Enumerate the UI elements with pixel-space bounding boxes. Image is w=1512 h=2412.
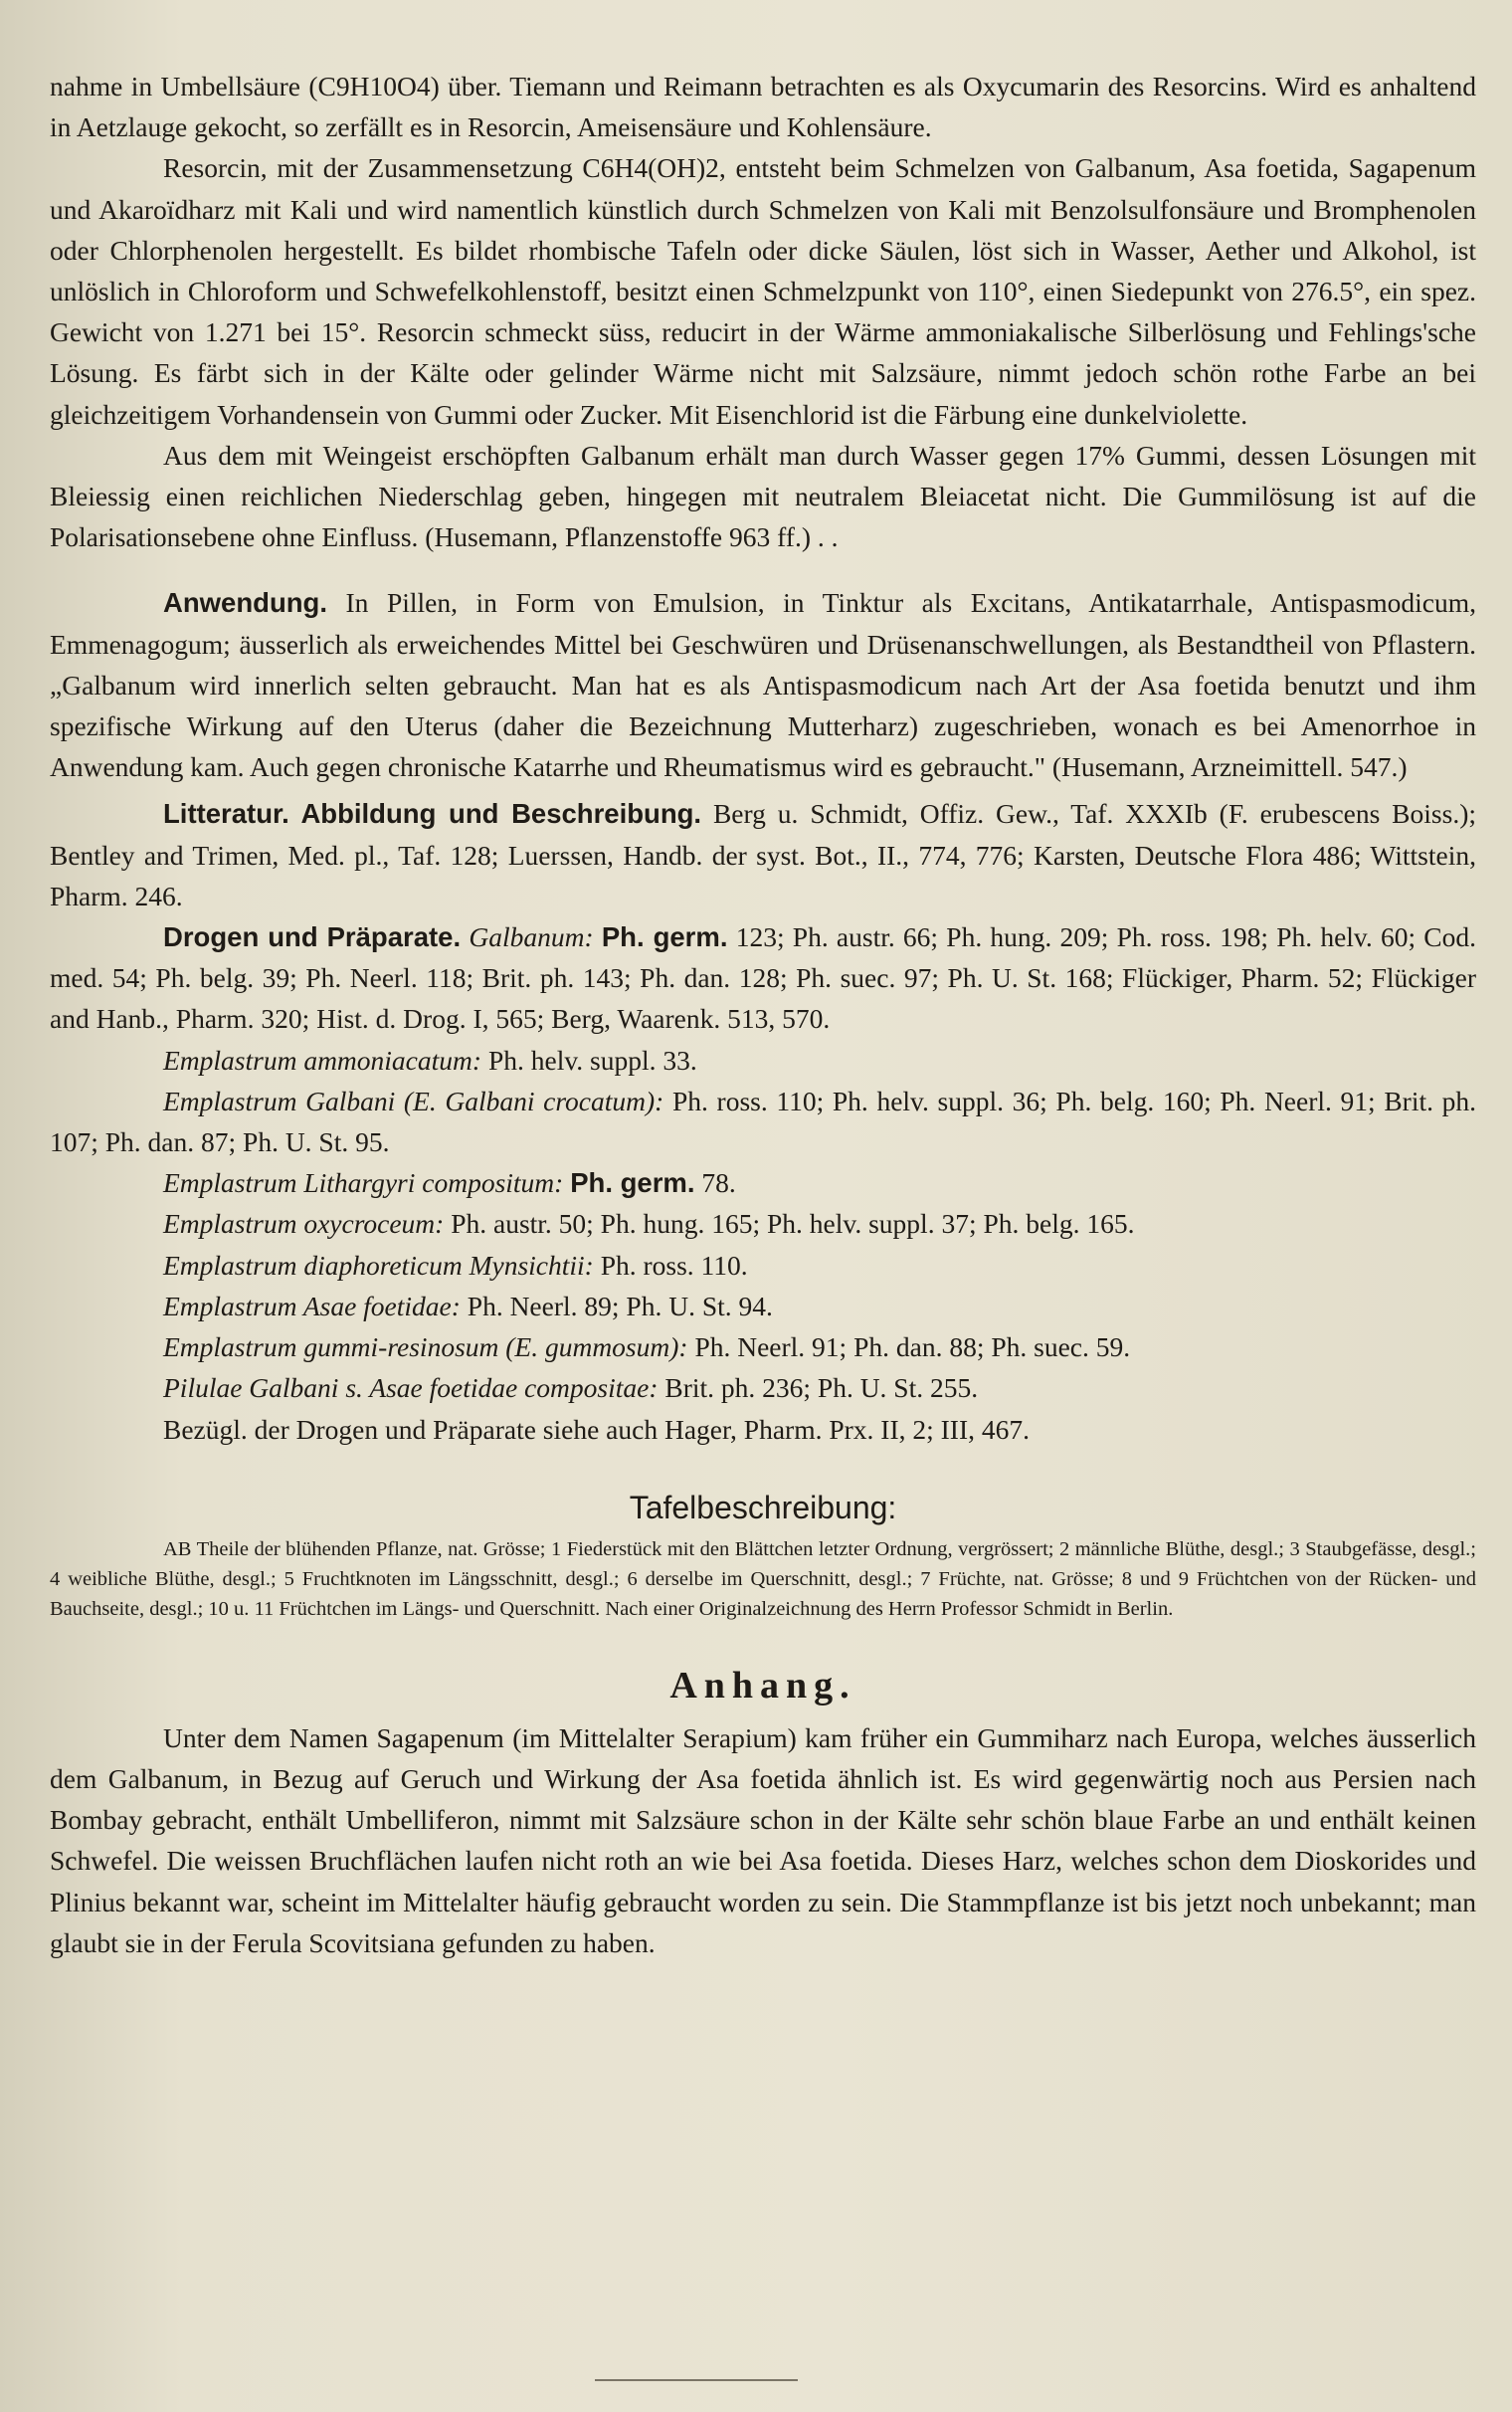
preparation-name: Emplastrum oxycroceum:: [163, 1208, 445, 1240]
litteratur-text: Berg u. Schmidt, Offiz. Gew., Taf. XXXIb (F. erubescens Boiss.); Bentley and Trimen, Med. pl., Taf. 128; Luerssen, Handb. der syst. Bot., II., 774, 776; Karsten, Deutsche Flora 486; Wittstein, Pharm. 246.: [50, 798, 1476, 911]
preparation-name: Emplastrum Lithargyri compositum:: [163, 1167, 564, 1199]
preparation-refs: 78.: [701, 1167, 736, 1199]
paragraph-umbellsaeure: nahme in Umbellsäure (C9H10O4) über. Tiemann und Reimann betrachten es als Oxycumarin des Resorcins. Wird es anhaltend in Aetzlauge gekocht, so zerfällt es in Resorcin, Ameisensäure und Kohlensäure.: [50, 71, 1476, 143]
preparation-refs: Ph. austr. 50; Ph. hung. 165; Ph. helv. suppl. 37; Ph. belg. 165.: [451, 1208, 1135, 1240]
galbanum-refs: 123; Ph. austr. 66; Ph. hung. 209; Ph. ross. 198; Ph. helv. 60; Cod. med. 54; Ph. belg. 39; Ph. Neerl. 118; Brit. ph. 143; Ph. dan. 128; Ph. suec. 97; Ph. U. St. 168; Flückiger, Pharm. 52; Flückiger and Hanb., Pharm. 320; Hist. d. Drog. I, 565; Berg, Waarenk. 513, 570.: [50, 921, 1477, 1035]
preparation-item: [50, 1326, 1476, 1367]
preparation-refs: Ph. Neerl. 89; Ph. U. St. 94.: [467, 1290, 773, 1321]
preparation-refs: Brit. ph. 236; Ph. U. St. 255.: [664, 1372, 979, 1404]
preparation-item: [50, 1286, 1476, 1326]
section-drogen: [50, 916, 1476, 1040]
bezugl-note: Bezügl. der Drogen und Präparate siehe auch Hager, Pharm. Prx. II, 2; III, 467.: [163, 1413, 1030, 1445]
anhang-heading: Anhang.: [669, 1664, 856, 1707]
preparation-item: [50, 1203, 1476, 1244]
paragraph-gummi: Aus dem mit Weingeist erschöpften Galbanum erhält man durch Wasser gegen 17% Gummi, dessen Lösungen mit Bleiessig einen reichlichen Niederschlag geben, hingegen mit neutralem Bleiacetat nicht. Die Gummilösung ist auf die Polarisationsebene ohne Einfluss. (Husemann, Pflanzenstoffe 963 ff.) . .: [50, 439, 1476, 553]
litteratur-heading: Litteratur. Abbildung und Beschreibung.: [163, 798, 702, 830]
preparation-name: Emplastrum Asae foetidae:: [163, 1290, 461, 1321]
section-anwendung: [50, 582, 1476, 787]
paragraph-resorcin: Resorcin, mit der Zusammensetzung C6H4(OH)2, entsteht beim Schmelzen von Galbanum, Asa foetida, Sagapenum und Akaroïdharz mit Kali und wird namentlich künstlich durch Schmelzen von Kali mit Benzolsulfonsäure und Bromphenolen oder Chlorphenolen hergestellt. Es bildet rhombische Tafeln oder dicke Säulen, löst sich in Wasser, Aether und Alkohol, ist unlöslich in Chloroform und Schwefelkohlenstoff, besitzt einen Schmelzpunkt von 110°, einen Siedepunkt von 276.5°, ein spez. Gewicht von 1.271 bei 15°. Resorcin schmeckt süss, reducirt in der Wärme ammoniakalische Silberlösung und Fehlings'sche Lösung. Es färbt sich in der Kälte oder gelinder Wärme nicht mit Salzsäure, nimmt jedoch schön rothe Farbe an bei gleichzeitigem Vorhandensein von Gummi oder Zucker. Mit Eisenchlorid ist die Färbung eine dunkelviolette.: [50, 152, 1476, 430]
preparations-list: [50, 1040, 1476, 1450]
tafelbeschreibung-heading: Tafelbeschreibung:: [629, 1489, 897, 1525]
preparation-name: Pilulae Galbani s. Asae foetidae compositae:: [163, 1372, 659, 1404]
preparation-name: Emplastrum Galbani (E. Galbani crocatum):: [163, 1085, 664, 1116]
preparation-item: [50, 1040, 1476, 1081]
ph-germ-label: Ph. germ.: [601, 921, 728, 953]
tafelbeschreibung-section: [50, 1534, 1476, 1624]
preparation-item: [50, 1081, 1476, 1162]
preparation-refs: Ph. ross. 110.: [600, 1249, 748, 1281]
section-litteratur: [50, 793, 1476, 916]
preparation-refs: Ph. Neerl. 91; Ph. dan. 88; Ph. suec. 59.: [694, 1331, 1131, 1363]
preparation-refs: Ph. helv. suppl. 33.: [487, 1044, 697, 1076]
preparation-item: [50, 1162, 1476, 1203]
preparation-name: Emplastrum gummi-resinosum (E. gummosum):: [163, 1331, 688, 1363]
preparation-item: [50, 1367, 1476, 1408]
preparation-name: Emplastrum diaphoreticum Mynsichtii:: [163, 1249, 594, 1281]
preparation-item: [50, 1245, 1476, 1286]
preparation-refs: Ph. ross. 110; Ph. helv. suppl. 36; Ph. belg. 160; Ph. Neerl. 91; Brit. ph. 107; Ph. dan. 87; Ph. U. St. 95.: [50, 1085, 1476, 1158]
ph-germ-label: Ph. germ.: [570, 1167, 695, 1199]
anwendung-text: In Pillen, in Form von Emulsion, in Tinktur als Excitans, Antikatarrhale, Antispasmodicum, Emmenagogum; äusserlich als erweichendes Mittel bei Geschwüren und Drüsenanschwellungen, als Bestandtheil von Pflastern. „Galbanum wird innerlich selten gebraucht. Man hat es als Antispasmodicum nach Art der Asa foetida benutzt und ihm spezifische Wirkung auf den Uterus (daher die Bezeichnung Mutterharz) zugeschrieben, wonach es bei Amenorrhoe in Anwendung kam. Auch gegen chronische Katarrhe und Rheumatismus wird es gebraucht." (Husemann, Arzneimittell. 547.): [50, 587, 1476, 783]
tafelbeschreibung-text: AB Theile der blühenden Pflanze, nat. Grösse; 1 Fiederstück mit den Blättchen letzter Ordnung, vergrössert; 2 männliche Blüthe, desgl.; 3 Staubgefässe, desgl.; 4 weibliche Blüthe, desgl.; 5 Fruchtknoten im Längsschnitt, desgl.; 6 derselbe im Querschnitt, desgl.; 7 Früchte, nat. Grösse; 8 und 9 Früchtchen von der Rücken- und Bauchseite, desgl.; 10 u. 11 Früchtchen im Längs- und Querschnitt. Nach einer Originalzeichnung des Herrn Professor Schmidt in Berlin.: [50, 1537, 1476, 1620]
drogen-heading: Drogen und Präparate.: [163, 921, 462, 953]
footer-rule: [595, 2379, 798, 2381]
anhang-text: Unter dem Namen Sagapenum (im Mittelalter Serapium) kam früher ein Gummiharz nach Europa, welches äusserlich dem Galbanum, in Bezug auf Geruch und Wirkung der Asa foetida ähnlich ist. Es wird gegenwärtig noch aus Persien nach Bombay gebracht, enthält Umbelliferon, nimmt mit Salzsäure schon in der Kälte sehr schön blaue Farbe an und enthält keinen Schwefel. Die weissen Bruchflächen laufen nicht roth an wie bei Asa foetida. Dieses Harz, welches schon dem Dioskorides und Plinius bekannt war, scheint im Mittelalter häufig gebraucht worden zu sein. Die Stammpflanze ist bis jetzt noch unbekannt; man glaubt sie in der Ferula Scovitsiana gefunden zu haben.: [50, 1721, 1476, 1958]
galbanum-label: Galbanum:: [469, 921, 594, 953]
preparation-name: Emplastrum ammoniacatum:: [163, 1044, 482, 1076]
anwendung-heading: Anwendung.: [163, 587, 327, 619]
